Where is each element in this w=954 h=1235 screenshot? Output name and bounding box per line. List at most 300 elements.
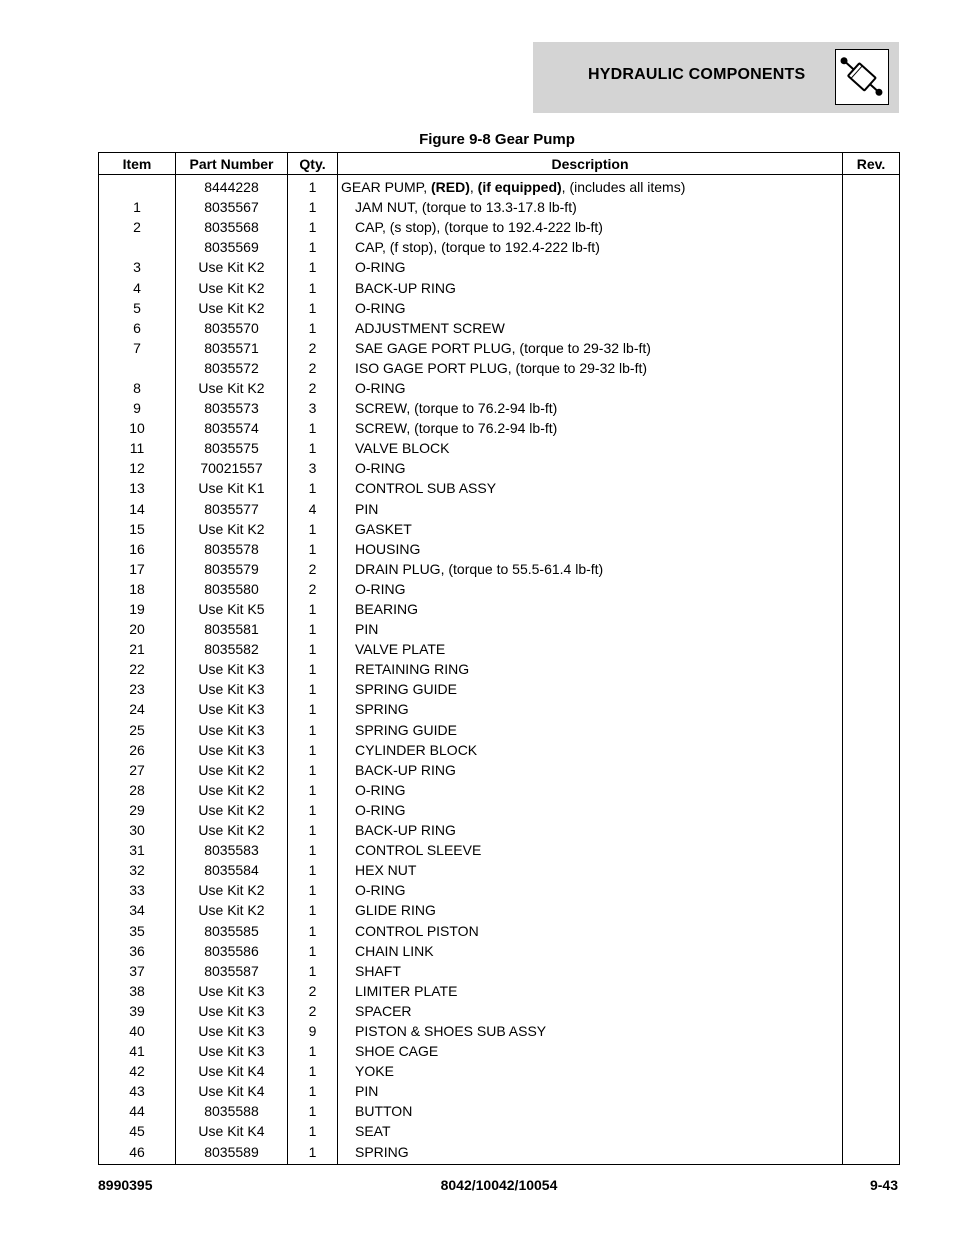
cell-part-number: 70021557 [176, 458, 288, 478]
table-row [99, 1061, 900, 1081]
cell-qty: 1 [288, 438, 338, 458]
cell-rev [843, 318, 900, 338]
cell-description: YOKE [338, 1061, 843, 1081]
cell-qty: 1 [288, 175, 338, 198]
cell-part-number: 8035571 [176, 338, 288, 358]
cell-qty: 1 [288, 1041, 338, 1061]
cell-item: 24 [99, 699, 176, 719]
cell-qty: 1 [288, 217, 338, 237]
cell-rev [843, 398, 900, 418]
cell-item [99, 175, 176, 198]
section-header [533, 42, 899, 113]
cell-description: RETAINING RING [338, 659, 843, 679]
cell-part-number: Use Kit K4 [176, 1061, 288, 1081]
cell-qty: 1 [288, 197, 338, 217]
footer-models: 8042/10042/10054 [440, 1177, 558, 1193]
cell-description: DRAIN PLUG, (torque to 55.5-61.4 lb-ft) [338, 559, 843, 579]
cell-part-number: 8035589 [176, 1142, 288, 1165]
cell-item: 3 [99, 257, 176, 277]
cell-description: SPRING GUIDE [338, 679, 843, 699]
cell-part-number: 8035587 [176, 961, 288, 981]
cell-rev [843, 599, 900, 619]
cell-description: ISO GAGE PORT PLUG, (torque to 29-32 lb-ft) [338, 358, 843, 378]
table-row [99, 920, 900, 940]
cell-rev [843, 981, 900, 1001]
cell-item: 8 [99, 378, 176, 398]
cell-item: 30 [99, 820, 176, 840]
cell-part-number: 8035581 [176, 619, 288, 639]
cell-qty: 1 [288, 760, 338, 780]
cell-rev [843, 277, 900, 297]
cell-qty: 1 [288, 860, 338, 880]
cell-description: GLIDE RING [338, 900, 843, 920]
cell-qty: 1 [288, 599, 338, 619]
cell-qty: 1 [288, 639, 338, 659]
cell-part-number: 8035579 [176, 559, 288, 579]
cell-qty: 1 [288, 257, 338, 277]
table-header-row [99, 153, 900, 175]
cell-rev [843, 880, 900, 900]
cell-qty: 1 [288, 840, 338, 860]
cell-part-number: 8035577 [176, 499, 288, 519]
cell-part-number: Use Kit K1 [176, 478, 288, 498]
cell-qty: 1 [288, 780, 338, 800]
cell-part-number: Use Kit K2 [176, 880, 288, 900]
cell-qty: 1 [288, 659, 338, 679]
cell-rev [843, 740, 900, 760]
table-row [99, 961, 900, 981]
cell-description: BACK-UP RING [338, 820, 843, 840]
cell-item: 1 [99, 197, 176, 217]
cell-item: 6 [99, 318, 176, 338]
cell-description: SHAFT [338, 961, 843, 981]
cell-item: 33 [99, 880, 176, 900]
cell-rev [843, 338, 900, 358]
cell-item: 28 [99, 780, 176, 800]
column-header-rev: Rev. [843, 153, 900, 175]
table-row [99, 499, 900, 519]
cell-item: 27 [99, 760, 176, 780]
cell-qty: 3 [288, 398, 338, 418]
cell-description: SPRING GUIDE [338, 720, 843, 740]
section-title: HYDRAULIC COMPONENTS [588, 66, 806, 83]
cell-part-number: Use Kit K3 [176, 740, 288, 760]
cell-rev [843, 860, 900, 880]
cell-rev [843, 1001, 900, 1021]
cell-qty: 1 [288, 277, 338, 297]
cell-item: 9 [99, 398, 176, 418]
cell-rev [843, 1041, 900, 1061]
cell-item: 17 [99, 559, 176, 579]
cell-part-number: Use Kit K3 [176, 659, 288, 679]
cell-rev [843, 1061, 900, 1081]
cell-rev [843, 559, 900, 579]
table-row [99, 237, 900, 257]
cell-description: BACK-UP RING [338, 760, 843, 780]
cell-part-number: 8035568 [176, 217, 288, 237]
cell-qty: 1 [288, 699, 338, 719]
cell-part-number: 8035569 [176, 237, 288, 257]
description-text: GEAR PUMP, [341, 179, 431, 196]
figure-title: Figure 9-8 Gear Pump [419, 131, 575, 148]
cell-rev [843, 840, 900, 860]
cell-part-number: 8035567 [176, 197, 288, 217]
cell-rev [843, 358, 900, 378]
cell-qty: 4 [288, 499, 338, 519]
cell-part-number: 8035588 [176, 1101, 288, 1121]
cell-description: SCREW, (torque to 76.2-94 lb-ft) [338, 418, 843, 438]
hydraulic-cylinder-icon [835, 49, 889, 105]
description-bold-equipped: (if equipped) [477, 179, 562, 196]
cell-part-number: 8035584 [176, 860, 288, 880]
cell-qty: 2 [288, 358, 338, 378]
description-separator: , [469, 179, 478, 196]
table-row [99, 1021, 900, 1041]
cell-rev [843, 639, 900, 659]
cell-rev [843, 1121, 900, 1141]
cell-item: 14 [99, 499, 176, 519]
table-row [99, 1142, 900, 1165]
table-row [99, 860, 900, 880]
cell-part-number: Use Kit K2 [176, 800, 288, 820]
cell-item: 16 [99, 539, 176, 559]
cell-rev [843, 619, 900, 639]
cell-item: 5 [99, 298, 176, 318]
cell-qty: 1 [288, 519, 338, 539]
cell-part-number: Use Kit K3 [176, 1001, 288, 1021]
cell-part-number: 8035570 [176, 318, 288, 338]
cell-part-number: Use Kit K2 [176, 760, 288, 780]
cell-description: BUTTON [338, 1101, 843, 1121]
table-row [99, 539, 900, 559]
cell-item: 38 [99, 981, 176, 1001]
table-row [99, 699, 900, 719]
cell-part-number: Use Kit K5 [176, 599, 288, 619]
cell-part-number: Use Kit K2 [176, 820, 288, 840]
table-row [99, 458, 900, 478]
cell-part-number: Use Kit K3 [176, 679, 288, 699]
cell-rev [843, 659, 900, 679]
table-row [99, 780, 900, 800]
cell-part-number: 8035583 [176, 840, 288, 860]
table-row [99, 760, 900, 780]
cell-item: 10 [99, 418, 176, 438]
cell-part-number: Use Kit K3 [176, 1041, 288, 1061]
cell-item: 13 [99, 478, 176, 498]
cell-description [338, 175, 843, 198]
table-row [99, 880, 900, 900]
cell-qty: 2 [288, 559, 338, 579]
cell-description: SCREW, (torque to 76.2-94 lb-ft) [338, 398, 843, 418]
table-row [99, 1041, 900, 1061]
cell-rev [843, 458, 900, 478]
cell-description: LIMITER PLATE [338, 981, 843, 1001]
cell-rev [843, 519, 900, 539]
cell-description: CONTROL SUB ASSY [338, 478, 843, 498]
cell-rev [843, 499, 900, 519]
cell-rev [843, 1081, 900, 1101]
cell-item: 15 [99, 519, 176, 539]
footer-page-number: 9-43 [869, 1177, 898, 1193]
table-row [99, 257, 900, 277]
cell-description: SEAT [338, 1121, 843, 1141]
cell-qty: 1 [288, 961, 338, 981]
cell-item: 29 [99, 800, 176, 820]
cell-rev [843, 257, 900, 277]
cell-description: PIN [338, 619, 843, 639]
cell-rev [843, 941, 900, 961]
cell-part-number: 8035578 [176, 539, 288, 559]
cell-rev [843, 298, 900, 318]
cell-qty: 1 [288, 720, 338, 740]
column-header-part-number: Part Number [176, 153, 288, 175]
cell-description: CONTROL SLEEVE [338, 840, 843, 860]
column-header-description: Description [338, 153, 843, 175]
cell-part-number: 8035572 [176, 358, 288, 378]
cell-item: 31 [99, 840, 176, 860]
cell-item: 11 [99, 438, 176, 458]
cell-description: CONTROL PISTON [338, 920, 843, 940]
cell-qty: 1 [288, 418, 338, 438]
table-row [99, 298, 900, 318]
cell-description: SHOE CAGE [338, 1041, 843, 1061]
cell-rev [843, 438, 900, 458]
table-row [99, 175, 900, 198]
cell-description: O-RING [338, 257, 843, 277]
cell-rev [843, 1142, 900, 1165]
cell-rev [843, 539, 900, 559]
table-row [99, 941, 900, 961]
cell-description: O-RING [338, 800, 843, 820]
cell-item: 35 [99, 920, 176, 940]
cell-item: 20 [99, 619, 176, 639]
cell-item: 19 [99, 599, 176, 619]
cell-qty: 1 [288, 941, 338, 961]
table-row [99, 981, 900, 1001]
cell-rev [843, 175, 900, 198]
cell-description: PIN [338, 1081, 843, 1101]
table-row [99, 1101, 900, 1121]
table-row [99, 840, 900, 860]
cell-part-number: Use Kit K4 [176, 1121, 288, 1141]
cell-item: 45 [99, 1121, 176, 1141]
cell-part-number: Use Kit K2 [176, 780, 288, 800]
cell-part-number: 8035582 [176, 639, 288, 659]
cell-description: JAM NUT, (torque to 13.3-17.8 lb-ft) [338, 197, 843, 217]
cell-rev [843, 237, 900, 257]
cell-description: BACK-UP RING [338, 277, 843, 297]
cell-description: CYLINDER BLOCK [338, 740, 843, 760]
table-row [99, 438, 900, 458]
cell-item: 23 [99, 679, 176, 699]
cell-part-number: 8035575 [176, 438, 288, 458]
cell-item: 42 [99, 1061, 176, 1081]
cell-description: SPRING [338, 699, 843, 719]
column-header-item: Item [99, 153, 176, 175]
cell-item: 37 [99, 961, 176, 981]
table-row [99, 659, 900, 679]
cell-description: PISTON & SHOES SUB ASSY [338, 1021, 843, 1041]
cell-item: 21 [99, 639, 176, 659]
cell-part-number: Use Kit K2 [176, 298, 288, 318]
cell-item: 2 [99, 217, 176, 237]
cell-rev [843, 1101, 900, 1121]
cell-item: 18 [99, 579, 176, 599]
cell-part-number: 8444228 [176, 175, 288, 198]
cell-part-number: 8035573 [176, 398, 288, 418]
cell-rev [843, 478, 900, 498]
cell-rev [843, 720, 900, 740]
cell-rev [843, 780, 900, 800]
cell-description: ADJUSTMENT SCREW [338, 318, 843, 338]
cell-rev [843, 1021, 900, 1041]
cell-qty: 1 [288, 1142, 338, 1165]
cell-rev [843, 197, 900, 217]
cell-qty: 1 [288, 298, 338, 318]
cell-description: PIN [338, 499, 843, 519]
cell-part-number: Use Kit K2 [176, 277, 288, 297]
cell-description: GASKET [338, 519, 843, 539]
cell-item [99, 358, 176, 378]
cell-description: CAP, (s stop), (torque to 192.4-222 lb-ft) [338, 217, 843, 237]
cell-description: O-RING [338, 880, 843, 900]
cell-qty: 1 [288, 880, 338, 900]
cell-part-number: Use Kit K2 [176, 900, 288, 920]
cell-part-number: Use Kit K4 [176, 1081, 288, 1101]
table-row [99, 277, 900, 297]
cell-qty: 1 [288, 1101, 338, 1121]
table-row [99, 197, 900, 217]
cell-part-number: 8035586 [176, 941, 288, 961]
cell-part-number: 8035580 [176, 579, 288, 599]
cell-description: CHAIN LINK [338, 941, 843, 961]
table-row [99, 217, 900, 237]
table-row [99, 338, 900, 358]
cell-description: BEARING [338, 599, 843, 619]
table-row [99, 559, 900, 579]
cell-part-number: 8035585 [176, 920, 288, 940]
cell-qty: 1 [288, 900, 338, 920]
cell-item: 32 [99, 860, 176, 880]
cell-item: 40 [99, 1021, 176, 1041]
cell-qty: 3 [288, 458, 338, 478]
table-row [99, 398, 900, 418]
table-row [99, 378, 900, 398]
cell-rev [843, 760, 900, 780]
cell-part-number: Use Kit K3 [176, 981, 288, 1001]
cell-description: HOUSING [338, 539, 843, 559]
cell-qty: 1 [288, 740, 338, 760]
table-row [99, 579, 900, 599]
cell-rev [843, 579, 900, 599]
cell-item: 46 [99, 1142, 176, 1165]
cell-description: O-RING [338, 378, 843, 398]
cell-item: 39 [99, 1001, 176, 1021]
cell-qty: 1 [288, 679, 338, 699]
table-row [99, 1121, 900, 1141]
table-row [99, 1081, 900, 1101]
description-suffix: , (includes all items) [561, 179, 686, 196]
cell-part-number: 8035574 [176, 418, 288, 438]
cell-rev [843, 679, 900, 699]
table-row [99, 1001, 900, 1021]
table-row [99, 619, 900, 639]
cell-item: 34 [99, 900, 176, 920]
footer-doc-number: 8990395 [98, 1177, 153, 1193]
cell-qty: 1 [288, 820, 338, 840]
table-row [99, 478, 900, 498]
cell-item: 43 [99, 1081, 176, 1101]
cell-rev [843, 217, 900, 237]
cell-item: 26 [99, 740, 176, 760]
cell-item: 12 [99, 458, 176, 478]
cell-item: 4 [99, 277, 176, 297]
table-row [99, 740, 900, 760]
cell-part-number: Use Kit K3 [176, 1021, 288, 1041]
cell-description: CAP, (f stop), (torque to 192.4-222 lb-ft) [338, 237, 843, 257]
description-bold-color: (RED) [431, 179, 470, 196]
table-row [99, 720, 900, 740]
cell-part-number: Use Kit K3 [176, 720, 288, 740]
cell-description: VALVE PLATE [338, 639, 843, 659]
cell-qty: 2 [288, 579, 338, 599]
table-row [99, 318, 900, 338]
cell-qty: 1 [288, 318, 338, 338]
cell-part-number: Use Kit K2 [176, 257, 288, 277]
table-row [99, 358, 900, 378]
cell-item: 44 [99, 1101, 176, 1121]
table-row [99, 418, 900, 438]
cell-qty: 2 [288, 378, 338, 398]
cell-item: 25 [99, 720, 176, 740]
cell-rev [843, 920, 900, 940]
cell-rev [843, 699, 900, 719]
cell-qty: 1 [288, 1061, 338, 1081]
cell-qty: 1 [288, 1081, 338, 1101]
cell-item: 36 [99, 941, 176, 961]
cell-rev [843, 418, 900, 438]
cell-qty: 1 [288, 237, 338, 257]
parts-table [98, 152, 900, 1165]
cell-part-number: Use Kit K2 [176, 378, 288, 398]
cell-qty: 2 [288, 1001, 338, 1021]
cell-qty: 1 [288, 920, 338, 940]
table-row [99, 679, 900, 699]
cell-rev [843, 800, 900, 820]
cell-part-number: Use Kit K2 [176, 519, 288, 539]
table-row [99, 639, 900, 659]
table-row [99, 820, 900, 840]
cell-qty: 2 [288, 981, 338, 1001]
cell-description: O-RING [338, 298, 843, 318]
table-row [99, 599, 900, 619]
cell-description: O-RING [338, 458, 843, 478]
cell-description: SPACER [338, 1001, 843, 1021]
column-header-qty: Qty. [288, 153, 338, 175]
cell-rev [843, 900, 900, 920]
cell-description: HEX NUT [338, 860, 843, 880]
cell-description: SAE GAGE PORT PLUG, (torque to 29-32 lb-ft) [338, 338, 843, 358]
cell-rev [843, 820, 900, 840]
cell-item: 22 [99, 659, 176, 679]
cell-qty: 1 [288, 478, 338, 498]
cell-description: SPRING [338, 1142, 843, 1165]
cell-qty: 1 [288, 800, 338, 820]
cell-description: O-RING [338, 780, 843, 800]
table-row [99, 800, 900, 820]
cell-item: 7 [99, 338, 176, 358]
cell-qty: 1 [288, 539, 338, 559]
